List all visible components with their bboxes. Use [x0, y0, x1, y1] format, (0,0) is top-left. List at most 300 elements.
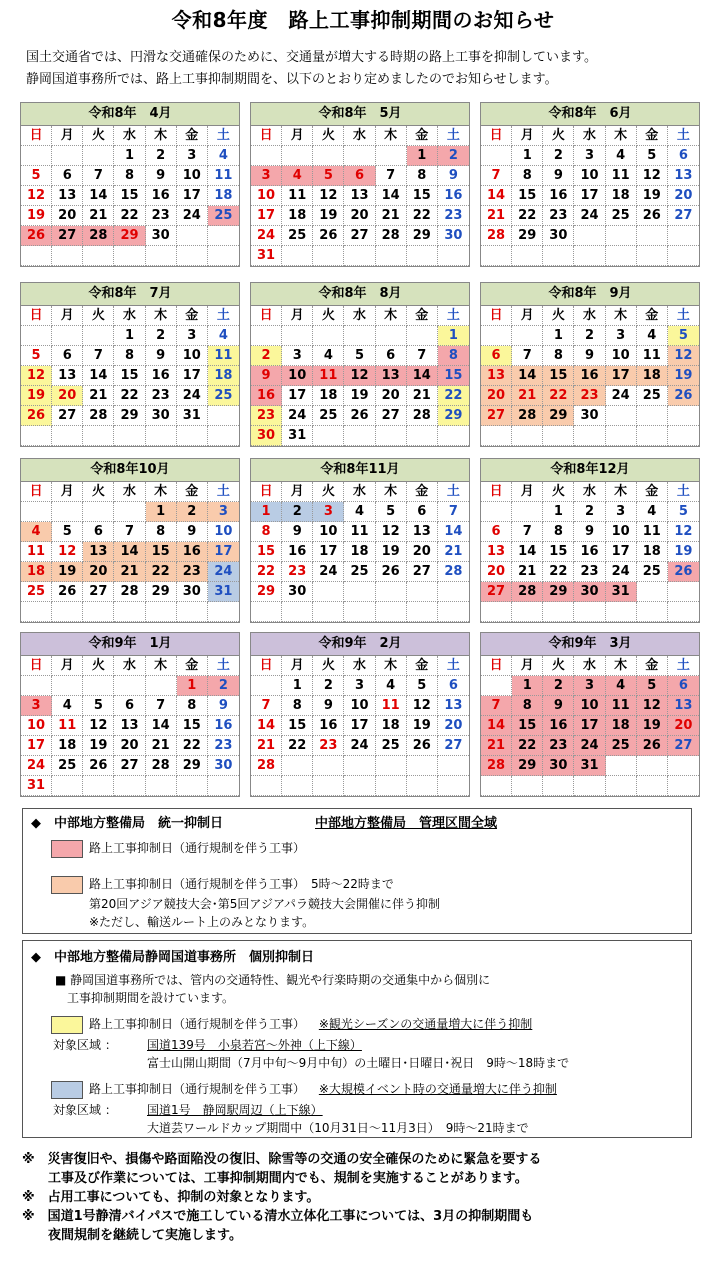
weekday-header: 水 [114, 482, 145, 502]
calendar-day: 15 [114, 186, 145, 206]
weekday-header: 月 [512, 656, 543, 676]
calendar-day: 28 [251, 756, 282, 776]
calendar-empty-cell [52, 502, 83, 522]
calendar-day: 28 [407, 406, 438, 426]
weekday-header: 土 [668, 306, 699, 326]
weekday-header: 木 [376, 126, 407, 146]
calendar-day: 26 [637, 206, 668, 226]
calendar-day: 9 [146, 166, 177, 186]
calendar-day: 18 [208, 366, 239, 386]
calendar-day: 2 [146, 326, 177, 346]
calendar-empty-cell [52, 426, 83, 446]
calendar-day: 5 [21, 166, 52, 186]
calendar-month-title: 令和8年 8月 [251, 283, 469, 306]
calendar-day: 24 [177, 386, 208, 406]
calendar-day: 2 [543, 146, 574, 166]
calendar-empty-cell [83, 676, 114, 696]
note-line-5: 夜間規制を継続して実施します。 [22, 1228, 242, 1243]
calendar-day: 22 [282, 736, 313, 756]
weekday-header: 木 [606, 482, 637, 502]
calendar-month-title: 令和8年 7月 [21, 283, 239, 306]
calendar-day: 22 [512, 736, 543, 756]
calendar-day: 19 [52, 562, 83, 582]
calendar-day: 10 [177, 166, 208, 186]
calendar-empty-cell [407, 246, 438, 266]
calendar-empty-cell [481, 326, 512, 346]
calendar-empty-cell [21, 146, 52, 166]
calendar-month [480, 282, 700, 447]
calendar-day: 6 [83, 522, 114, 542]
weekday-header: 水 [344, 126, 375, 146]
weekday-header: 土 [208, 656, 239, 676]
calendar-day: 14 [83, 366, 114, 386]
calendar-empty-cell [376, 326, 407, 346]
calendar-day: 11 [282, 186, 313, 206]
calendar-empty-cell [313, 246, 344, 266]
calendar-day: 25 [282, 226, 313, 246]
calendar-day: 18 [21, 562, 52, 582]
calendar-day: 2 [574, 502, 605, 522]
calendar-day: 13 [376, 366, 407, 386]
calendar-empty-cell [481, 776, 512, 796]
calendar-empty-cell [52, 146, 83, 166]
calendar-empty-cell [83, 502, 114, 522]
calendar-empty-cell [282, 246, 313, 266]
weekday-header: 日 [251, 306, 282, 326]
calendar-day: 10 [21, 716, 52, 736]
calendar-empty-cell [344, 582, 375, 602]
calendar-day: 24 [21, 756, 52, 776]
calendar-day: 11 [637, 522, 668, 542]
calendar-day: 11 [208, 166, 239, 186]
calendar-day: 3 [177, 326, 208, 346]
calendar-day: 29 [146, 582, 177, 602]
calendar-day: 10 [251, 186, 282, 206]
calendar-day: 6 [668, 676, 699, 696]
calendar-day: 18 [208, 186, 239, 206]
weekday-header: 木 [606, 126, 637, 146]
calendar-day: 29 [177, 756, 208, 776]
weekday-header: 金 [637, 482, 668, 502]
weekday-header: 金 [177, 482, 208, 502]
calendar-day: 29 [407, 226, 438, 246]
calendar-empty-cell [208, 246, 239, 266]
calendar-day: 13 [481, 366, 512, 386]
calendar-day: 14 [512, 366, 543, 386]
calendar-day: 21 [83, 206, 114, 226]
calendar-day: 19 [83, 736, 114, 756]
weekday-header: 火 [313, 126, 344, 146]
calendar-empty-cell [512, 602, 543, 622]
calendar-empty-cell [376, 146, 407, 166]
calendar-day: 14 [146, 716, 177, 736]
calendar-day: 30 [146, 406, 177, 426]
weekday-header: 日 [21, 126, 52, 146]
calendar-day: 3 [282, 346, 313, 366]
calendar-day: 25 [208, 206, 239, 226]
calendar-day: 20 [344, 206, 375, 226]
calendar-day: 1 [438, 326, 469, 346]
calendar-empty-cell [606, 246, 637, 266]
calendar-day: 10 [313, 522, 344, 542]
calendar-day: 7 [251, 696, 282, 716]
calendar-day: 19 [668, 542, 699, 562]
calendar-day: 13 [83, 542, 114, 562]
calendar-day: 3 [313, 502, 344, 522]
section1-heading: ◆ 中部地方整備局 統一抑制日 [31, 816, 223, 831]
weekday-header: 土 [438, 306, 469, 326]
calendar-empty-cell [313, 756, 344, 776]
calendar-day: 10 [606, 522, 637, 542]
calendar-day: 17 [313, 542, 344, 562]
calendar-day: 5 [313, 166, 344, 186]
calendar-day: 18 [376, 716, 407, 736]
orange-swatch [51, 876, 83, 894]
calendar-day: 21 [438, 542, 469, 562]
calendar-day: 5 [344, 346, 375, 366]
calendar-day: 25 [208, 386, 239, 406]
calendar-empty-cell [407, 426, 438, 446]
calendar-day: 27 [83, 582, 114, 602]
calendar-day: 13 [52, 186, 83, 206]
calendar-day: 2 [251, 346, 282, 366]
calendar-empty-cell [114, 246, 145, 266]
calendar-day: 22 [512, 206, 543, 226]
calendar-empty-cell [376, 246, 407, 266]
orange-note-2: ※ただし、輸送ルート上のみとなります。 [89, 915, 315, 929]
legend-yellow-row [51, 1015, 532, 1034]
calendar-day: 13 [481, 542, 512, 562]
calendar-day: 30 [146, 226, 177, 246]
weekday-header: 木 [606, 306, 637, 326]
calendar-month-title: 令和9年 1月 [21, 633, 239, 656]
calendar-day: 28 [114, 582, 145, 602]
calendar-day: 25 [606, 206, 637, 226]
calendar-day: 13 [52, 366, 83, 386]
calendar-day: 5 [376, 502, 407, 522]
weekday-header: 土 [438, 482, 469, 502]
intro-text [26, 47, 597, 91]
calendar-day: 9 [574, 346, 605, 366]
calendar-day: 21 [512, 386, 543, 406]
intro-line-2: 静岡国道事務所では、路上工事抑制期間を、以下のとおり定めましたのでお知らせします。 [26, 72, 558, 87]
calendar-day: 26 [668, 386, 699, 406]
calendar-day: 1 [282, 676, 313, 696]
calendar-empty-cell [344, 756, 375, 776]
calendar-day: 23 [574, 386, 605, 406]
calendar-day: 18 [637, 366, 668, 386]
calendar-day: 16 [313, 716, 344, 736]
calendar-day: 23 [177, 562, 208, 582]
calendar-day: 24 [344, 736, 375, 756]
calendar-day: 2 [438, 146, 469, 166]
weekday-header: 土 [208, 482, 239, 502]
calendar-day: 11 [21, 542, 52, 562]
calendar-day: 6 [52, 346, 83, 366]
calendar-day: 25 [313, 406, 344, 426]
legend-red-label: 路上工事抑制日（通行規制を伴う工事） [89, 841, 306, 855]
calendar-day: 1 [543, 502, 574, 522]
calendar-day: 12 [407, 696, 438, 716]
calendar-day: 24 [251, 226, 282, 246]
weekday-header: 日 [481, 306, 512, 326]
calendar-day: 29 [438, 406, 469, 426]
calendar-day: 31 [574, 756, 605, 776]
calendar-day: 17 [177, 366, 208, 386]
calendar-day: 22 [114, 386, 145, 406]
calendar-day: 11 [52, 716, 83, 736]
calendar-day: 19 [376, 542, 407, 562]
calendar-empty-cell [251, 776, 282, 796]
calendar-empty-cell [668, 226, 699, 246]
calendar-day: 4 [282, 166, 313, 186]
calendar-day: 9 [543, 166, 574, 186]
calendar-day: 22 [543, 386, 574, 406]
calendar-day: 1 [146, 502, 177, 522]
calendar-day: 9 [146, 346, 177, 366]
calendar-day: 18 [52, 736, 83, 756]
calendar-day: 20 [83, 562, 114, 582]
calendar-day: 26 [344, 406, 375, 426]
weekday-header: 金 [407, 126, 438, 146]
weekday-header: 土 [438, 656, 469, 676]
calendar-empty-cell [313, 326, 344, 346]
calendar-day: 15 [512, 716, 543, 736]
legend-blue-note: ※大規模イベント時の交通量増大に伴う抑制 [318, 1082, 557, 1096]
weekday-header: 月 [512, 126, 543, 146]
calendar-day: 25 [21, 582, 52, 602]
weekday-header: 金 [407, 482, 438, 502]
calendar-month [480, 632, 700, 797]
calendar-month-title: 令和8年 4月 [21, 103, 239, 126]
calendar-day: 31 [177, 406, 208, 426]
calendar-day: 21 [146, 736, 177, 756]
calendar-day: 16 [146, 366, 177, 386]
calendar-day: 11 [606, 696, 637, 716]
calendar-day: 7 [83, 166, 114, 186]
legend-yellow-note: ※観光シーズンの交通量増大に伴う抑制 [318, 1017, 533, 1031]
legend-blue-label: 路上工事抑制日（通行規制を伴う工事） [89, 1082, 306, 1096]
calendar-day: 14 [376, 186, 407, 206]
calendar-day: 9 [313, 696, 344, 716]
calendar-day: 15 [146, 542, 177, 562]
calendar-empty-cell [543, 246, 574, 266]
weekday-header: 月 [512, 482, 543, 502]
calendar-empty-cell [637, 226, 668, 246]
calendar-day: 15 [512, 186, 543, 206]
calendar-day: 15 [543, 366, 574, 386]
calendar-day: 23 [251, 406, 282, 426]
calendar-day: 7 [146, 696, 177, 716]
calendar-empty-cell [438, 246, 469, 266]
calendar-day: 24 [574, 736, 605, 756]
calendar-day: 21 [481, 206, 512, 226]
calendar-day: 2 [282, 502, 313, 522]
note-line-2: 工事及び作業については、工事抑制期間内でも、規制を実施することがあります。 [22, 1171, 528, 1186]
calendar-day: 9 [208, 696, 239, 716]
calendar-month [250, 282, 470, 447]
calendar-day: 23 [543, 736, 574, 756]
calendar-day: 23 [543, 206, 574, 226]
calendar-day: 29 [512, 756, 543, 776]
weekday-header: 水 [344, 306, 375, 326]
calendar-day: 19 [21, 386, 52, 406]
calendar-day: 26 [376, 562, 407, 582]
calendar-day: 28 [83, 406, 114, 426]
calendar-day: 22 [438, 386, 469, 406]
calendar-empty-cell [574, 776, 605, 796]
footnotes [22, 1150, 541, 1245]
calendar-empty-cell [574, 246, 605, 266]
calendar-day: 1 [177, 676, 208, 696]
weekday-header: 日 [251, 126, 282, 146]
calendar-empty-cell [21, 246, 52, 266]
calendar-empty-cell [512, 502, 543, 522]
calendar-day: 20 [114, 736, 145, 756]
calendar-day: 22 [251, 562, 282, 582]
calendar-day: 8 [114, 166, 145, 186]
weekday-header: 土 [668, 126, 699, 146]
calendar-month [20, 632, 240, 797]
calendar-month-title: 令和8年 6月 [481, 103, 699, 126]
calendar-month [20, 102, 240, 267]
calendar-empty-cell [344, 146, 375, 166]
calendar-day: 14 [407, 366, 438, 386]
calendar-day: 11 [606, 166, 637, 186]
weekday-header: 木 [376, 306, 407, 326]
calendar-empty-cell [52, 246, 83, 266]
calendar-day: 20 [438, 716, 469, 736]
calendar-empty-cell [344, 426, 375, 446]
calendar-day: 2 [543, 676, 574, 696]
calendar-empty-cell [146, 776, 177, 796]
calendar-day: 3 [251, 166, 282, 186]
calendar-day: 2 [177, 502, 208, 522]
calendar-empty-cell [52, 602, 83, 622]
calendar-day: 2 [208, 676, 239, 696]
calendar-day: 7 [438, 502, 469, 522]
weekday-header: 火 [83, 306, 114, 326]
calendar-day: 30 [543, 756, 574, 776]
calendar-day: 25 [637, 386, 668, 406]
calendar-day: 12 [313, 186, 344, 206]
weekday-header: 月 [282, 306, 313, 326]
weekday-header: 金 [637, 306, 668, 326]
calendar-day: 28 [512, 582, 543, 602]
weekday-header: 火 [543, 306, 574, 326]
calendar-day: 6 [668, 146, 699, 166]
calendar-day: 21 [376, 206, 407, 226]
calendar-day: 22 [177, 736, 208, 756]
calendar-empty-cell [114, 502, 145, 522]
weekday-header: 火 [83, 482, 114, 502]
calendar-day: 28 [438, 562, 469, 582]
calendar-day: 24 [606, 386, 637, 406]
calendar-empty-cell [376, 776, 407, 796]
calendar-day: 26 [313, 226, 344, 246]
weekday-header: 木 [376, 656, 407, 676]
calendar-day: 18 [637, 542, 668, 562]
calendar-day: 7 [512, 346, 543, 366]
calendar-day: 18 [344, 542, 375, 562]
calendar-empty-cell [177, 246, 208, 266]
weekday-header: 火 [83, 126, 114, 146]
calendar-empty-cell [208, 426, 239, 446]
calendar-day: 11 [344, 522, 375, 542]
weekday-header: 木 [376, 482, 407, 502]
calendar-day: 16 [574, 542, 605, 562]
calendar-day: 4 [637, 326, 668, 346]
weekday-header: 日 [481, 482, 512, 502]
page-title: 令和8年度 路上工事抑制期間のお知らせ [171, 8, 555, 32]
calendar-day: 5 [637, 146, 668, 166]
calendar-day: 7 [407, 346, 438, 366]
calendar-day: 9 [574, 522, 605, 542]
calendar-empty-cell [637, 426, 668, 446]
calendar-empty-cell [313, 426, 344, 446]
weekday-header: 水 [574, 482, 605, 502]
calendar-day: 26 [21, 406, 52, 426]
calendar-day: 13 [114, 716, 145, 736]
calendar-day: 16 [251, 386, 282, 406]
calendar-empty-cell [21, 426, 52, 446]
calendar-empty-cell [438, 776, 469, 796]
calendar-day: 25 [637, 562, 668, 582]
section-individual-box [22, 940, 692, 1138]
calendar-day: 3 [208, 502, 239, 522]
calendar-day: 3 [574, 676, 605, 696]
calendar-month [480, 102, 700, 267]
calendar-day: 13 [668, 166, 699, 186]
calendar-empty-cell [177, 776, 208, 796]
calendar-day: 19 [313, 206, 344, 226]
calendar-day: 28 [146, 756, 177, 776]
calendar-empty-cell [344, 602, 375, 622]
weekday-header: 月 [52, 306, 83, 326]
calendar-day: 2 [146, 146, 177, 166]
calendar-empty-cell [344, 776, 375, 796]
calendar-day: 11 [637, 346, 668, 366]
calendar-day: 4 [376, 676, 407, 696]
calendar-empty-cell [376, 426, 407, 446]
calendar-empty-cell [282, 602, 313, 622]
weekday-header: 土 [668, 656, 699, 676]
calendar-day: 17 [344, 716, 375, 736]
calendar-day: 4 [606, 676, 637, 696]
calendar-day: 9 [282, 522, 313, 542]
calendar-day: 23 [208, 736, 239, 756]
calendar-day: 5 [52, 522, 83, 542]
calendar-empty-cell [313, 602, 344, 622]
calendar-empty-cell [543, 776, 574, 796]
legend-red-row [51, 839, 305, 858]
calendar-day: 10 [574, 696, 605, 716]
calendar-day: 8 [146, 522, 177, 542]
weekday-header: 火 [313, 482, 344, 502]
calendar-empty-cell [208, 406, 239, 426]
calendar-day: 24 [177, 206, 208, 226]
calendar-day: 27 [407, 562, 438, 582]
calendar-day: 14 [438, 522, 469, 542]
calendar-day: 1 [251, 502, 282, 522]
calendar-day: 14 [481, 186, 512, 206]
weekday-header: 火 [543, 482, 574, 502]
calendar-day: 12 [21, 366, 52, 386]
weekday-header: 日 [481, 656, 512, 676]
calendar-empty-cell [543, 426, 574, 446]
calendar-day: 16 [574, 366, 605, 386]
calendar-day: 16 [438, 186, 469, 206]
